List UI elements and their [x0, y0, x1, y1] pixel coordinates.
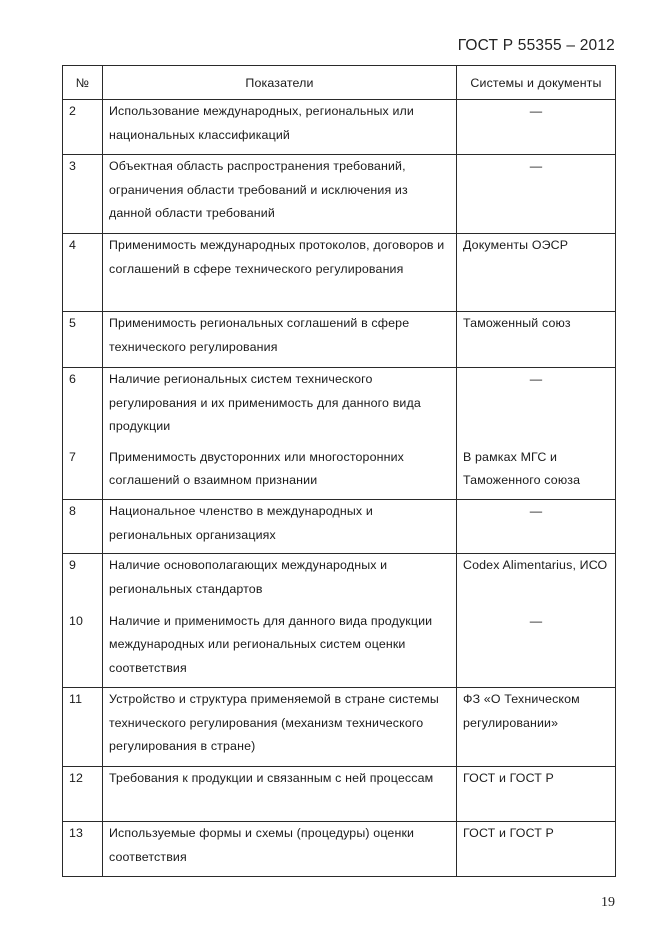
table-row	[63, 368, 616, 446]
row-indicator: Применимость региональных соглашений в сфере технического регулирования	[103, 312, 457, 368]
table-row	[63, 234, 616, 312]
row-indicator: Устройство и структура применяемой в стране системы технического регулирования (механизм технического регулирования в стране)	[103, 688, 457, 767]
row-indicator: Объектная область распространения требований, ограничения области требований и исключения из данной области требований	[103, 155, 457, 234]
row-indicator: Применимость двусторонних или многосторонних соглашений о взаимном признании	[103, 446, 457, 500]
table-row	[63, 446, 616, 500]
table-row	[63, 767, 616, 822]
table-row	[63, 688, 616, 767]
row-systems: ФЗ «О Техническом регулировании»	[457, 688, 616, 767]
row-number: 10	[63, 610, 103, 688]
row-number: 8	[63, 500, 103, 554]
column-header-indicators: Показатели	[103, 66, 457, 100]
row-systems: Codex Alimentarius, ИСО	[457, 554, 616, 610]
indicators-table	[62, 65, 616, 877]
row-systems: —	[457, 100, 616, 155]
document-code-header: ГОСТ Р 55355 – 2012	[457, 37, 615, 54]
row-indicator: Использование международных, региональных или национальных классификаций	[103, 100, 457, 155]
row-systems: Документы ОЭСР	[457, 234, 616, 312]
table-row	[63, 822, 616, 877]
row-systems: —	[457, 368, 616, 446]
column-header-systems: Системы и документы	[457, 66, 616, 100]
row-number: 13	[63, 822, 103, 877]
row-systems: —	[457, 155, 616, 234]
table-row	[63, 155, 616, 234]
row-systems: —	[457, 500, 616, 554]
row-systems: Таможенный союз	[457, 312, 616, 368]
table-row	[63, 554, 616, 610]
table-row	[63, 610, 616, 688]
row-number: 11	[63, 688, 103, 767]
row-number: 2	[63, 100, 103, 155]
row-number: 7	[63, 446, 103, 500]
table-row	[63, 100, 616, 155]
page-number: 19	[601, 895, 615, 910]
row-number: 3	[63, 155, 103, 234]
row-number: 6	[63, 368, 103, 446]
row-systems: ГОСТ и ГОСТ Р	[457, 767, 616, 822]
row-number: 4	[63, 234, 103, 312]
table-row	[63, 312, 616, 368]
column-header-number: №	[63, 66, 103, 100]
row-indicator: Национальное членство в международных и региональных организациях	[103, 500, 457, 554]
row-systems: В рамках МГС и Таможенного союза	[457, 446, 616, 500]
row-number: 5	[63, 312, 103, 368]
row-indicator: Наличие основополагающих международных и региональных стандартов	[103, 554, 457, 610]
row-indicator: Применимость международных протоколов, договоров и соглашений в сфере технического регулирования	[103, 234, 457, 312]
row-systems: —	[457, 610, 616, 688]
row-indicator: Наличие региональных систем технического регулирования и их применимость для данного вида продукции	[103, 368, 457, 446]
table-row	[63, 500, 616, 554]
table-header-row	[63, 66, 616, 100]
row-number: 12	[63, 767, 103, 822]
row-indicator: Требования к продукции и связанным с ней процессам	[103, 767, 457, 822]
row-number: 9	[63, 554, 103, 610]
row-indicator: Наличие и применимость для данного вида продукции международных или региональных систем оценки соответствия	[103, 610, 457, 688]
row-systems: ГОСТ и ГОСТ Р	[457, 822, 616, 877]
row-indicator: Используемые формы и схемы (процедуры) оценки соответствия	[103, 822, 457, 877]
